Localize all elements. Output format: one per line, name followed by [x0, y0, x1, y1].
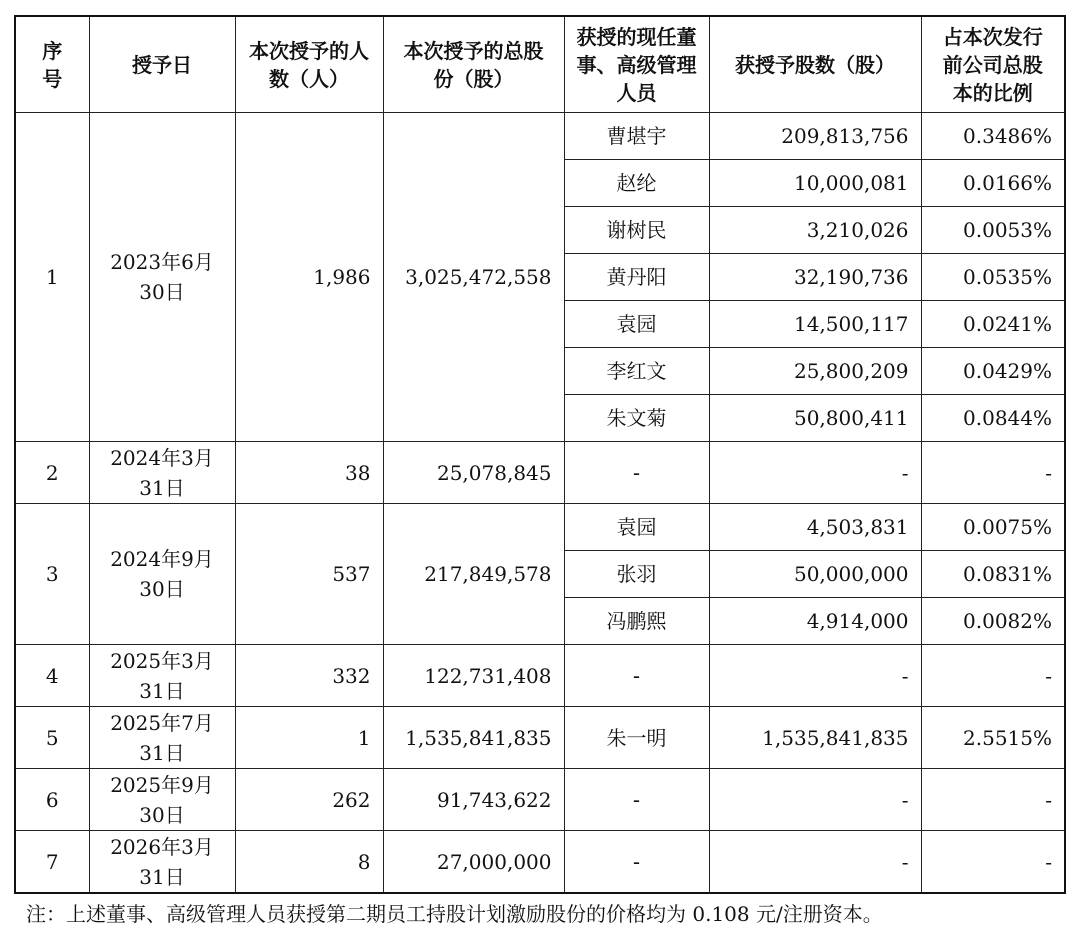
date-line-1: 2024年3月 [110, 445, 214, 470]
header-row [15, 16, 1065, 113]
recipient-shares-cell: 14,500,117 [709, 301, 921, 348]
seq-cell: 2 [15, 442, 89, 504]
recipient-shares-cell: 1,535,841,835 [709, 707, 921, 769]
people-cell: 8 [235, 831, 383, 894]
recipient-name-cell: 朱文菊 [564, 395, 709, 442]
header-shares: 获授予股数（股） [709, 16, 921, 113]
recipient-shares-cell: - [709, 769, 921, 831]
date-cell [89, 113, 235, 442]
recipient-name-cell: 谢树民 [564, 207, 709, 254]
date-line-2: 30日 [139, 577, 185, 601]
recipient-ratio-cell: 0.0429% [921, 348, 1065, 395]
recipient-shares-cell: 10,000,081 [709, 160, 921, 207]
recipient-name-cell: 张羽 [564, 551, 709, 598]
recipient-shares-cell: 32,190,736 [709, 254, 921, 301]
recipient-shares-cell: - [709, 831, 921, 894]
seq-cell: 1 [15, 113, 89, 442]
recipient-name-cell: 冯鹏熙 [564, 598, 709, 645]
recipient-ratio-cell: 0.0166% [921, 160, 1065, 207]
recipient-shares-cell: 50,800,411 [709, 395, 921, 442]
recipient-name-cell: 黄丹阳 [564, 254, 709, 301]
date-cell [89, 645, 235, 707]
recipient-ratio-cell: - [921, 645, 1065, 707]
date-line-2: 31日 [139, 740, 185, 765]
recipient-name-cell: 李红文 [564, 348, 709, 395]
recipient-ratio-cell: - [921, 831, 1065, 894]
date-line-1: 2023年6月 [110, 250, 214, 274]
recipient-name-cell: - [564, 769, 709, 831]
date-cell [89, 442, 235, 504]
recipient-ratio-cell: - [921, 442, 1065, 504]
seq-cell: 5 [15, 707, 89, 769]
recipient-ratio-cell: 0.0075% [921, 504, 1065, 551]
recipient-shares-cell: 3,210,026 [709, 207, 921, 254]
recipient-ratio-cell: 0.0844% [921, 395, 1065, 442]
recipient-ratio-cell: - [921, 769, 1065, 831]
recipient-ratio-cell: 0.3486% [921, 113, 1065, 160]
footnote: 注：上述董事、高级管理人员获授第二期员工持股计划激励股份的价格均为 0.108 元/注册资本。 [26, 902, 883, 926]
total-cell: 27,000,000 [383, 831, 564, 894]
recipient-shares-cell: 25,800,209 [709, 348, 921, 395]
seq-cell: 7 [15, 831, 89, 894]
recipient-name-cell: - [564, 831, 709, 894]
recipient-ratio-cell: 0.0535% [921, 254, 1065, 301]
table-row [15, 442, 1065, 504]
table-row [15, 831, 1065, 894]
date-line-1: 2025年9月 [110, 772, 214, 797]
total-cell: 217,849,578 [383, 504, 564, 645]
seq-cell: 6 [15, 769, 89, 831]
date-line-1: 2026年3月 [110, 834, 214, 859]
date-cell [89, 831, 235, 894]
recipient-shares-cell: 209,813,756 [709, 113, 921, 160]
total-cell: 122,731,408 [383, 645, 564, 707]
table-row [15, 504, 1065, 551]
date-cell [89, 504, 235, 645]
recipient-ratio-cell: 2.5515% [921, 707, 1065, 769]
total-cell: 25,078,845 [383, 442, 564, 504]
total-cell: 3,025,472,558 [383, 113, 564, 442]
table-row [15, 113, 1065, 160]
recipient-shares-cell: 4,914,000 [709, 598, 921, 645]
total-cell: 91,743,622 [383, 769, 564, 831]
date-cell [89, 769, 235, 831]
header-ratio: 占本次发行前公司总股本的比例 [921, 16, 1065, 113]
recipient-shares-cell: 4,503,831 [709, 504, 921, 551]
people-cell: 1,986 [235, 113, 383, 442]
table-row [15, 707, 1065, 769]
grant-table [14, 15, 1066, 894]
seq-cell: 4 [15, 645, 89, 707]
date-line-1: 2025年7月 [110, 710, 214, 735]
recipient-name-cell: - [564, 442, 709, 504]
date-line-2: 30日 [139, 802, 185, 827]
header-recipient: 获授的现任董事、高级管理人员 [564, 16, 709, 113]
date-line-2: 31日 [139, 678, 185, 703]
people-cell: 537 [235, 504, 383, 645]
recipient-shares-cell: - [709, 442, 921, 504]
people-cell: 1 [235, 707, 383, 769]
seq-cell: 3 [15, 504, 89, 645]
header-seq: 序号 [15, 16, 89, 113]
header-people: 本次授予的人数（人） [235, 16, 383, 113]
table-row [15, 645, 1065, 707]
header-total: 本次授予的总股份（股） [383, 16, 564, 113]
recipient-ratio-cell: 0.0082% [921, 598, 1065, 645]
recipient-shares-cell: 50,000,000 [709, 551, 921, 598]
date-line-2: 31日 [139, 475, 185, 500]
date-line-1: 2024年9月 [110, 547, 214, 571]
recipient-shares-cell: - [709, 645, 921, 707]
recipient-name-cell: 袁园 [564, 301, 709, 348]
table-row [15, 769, 1065, 831]
date-line-2: 30日 [139, 280, 185, 304]
date-line-2: 31日 [139, 864, 185, 889]
recipient-name-cell: 曹堪宇 [564, 113, 709, 160]
people-cell: 262 [235, 769, 383, 831]
recipient-ratio-cell: 0.0241% [921, 301, 1065, 348]
recipient-name-cell: 朱一明 [564, 707, 709, 769]
recipient-ratio-cell: 0.0831% [921, 551, 1065, 598]
recipient-name-cell: 赵纶 [564, 160, 709, 207]
date-line-1: 2025年3月 [110, 648, 214, 673]
people-cell: 332 [235, 645, 383, 707]
recipient-ratio-cell: 0.0053% [921, 207, 1065, 254]
total-cell: 1,535,841,835 [383, 707, 564, 769]
date-cell [89, 707, 235, 769]
recipient-name-cell: 袁园 [564, 504, 709, 551]
people-cell: 38 [235, 442, 383, 504]
recipient-name-cell: - [564, 645, 709, 707]
header-date: 授予日 [89, 16, 235, 113]
